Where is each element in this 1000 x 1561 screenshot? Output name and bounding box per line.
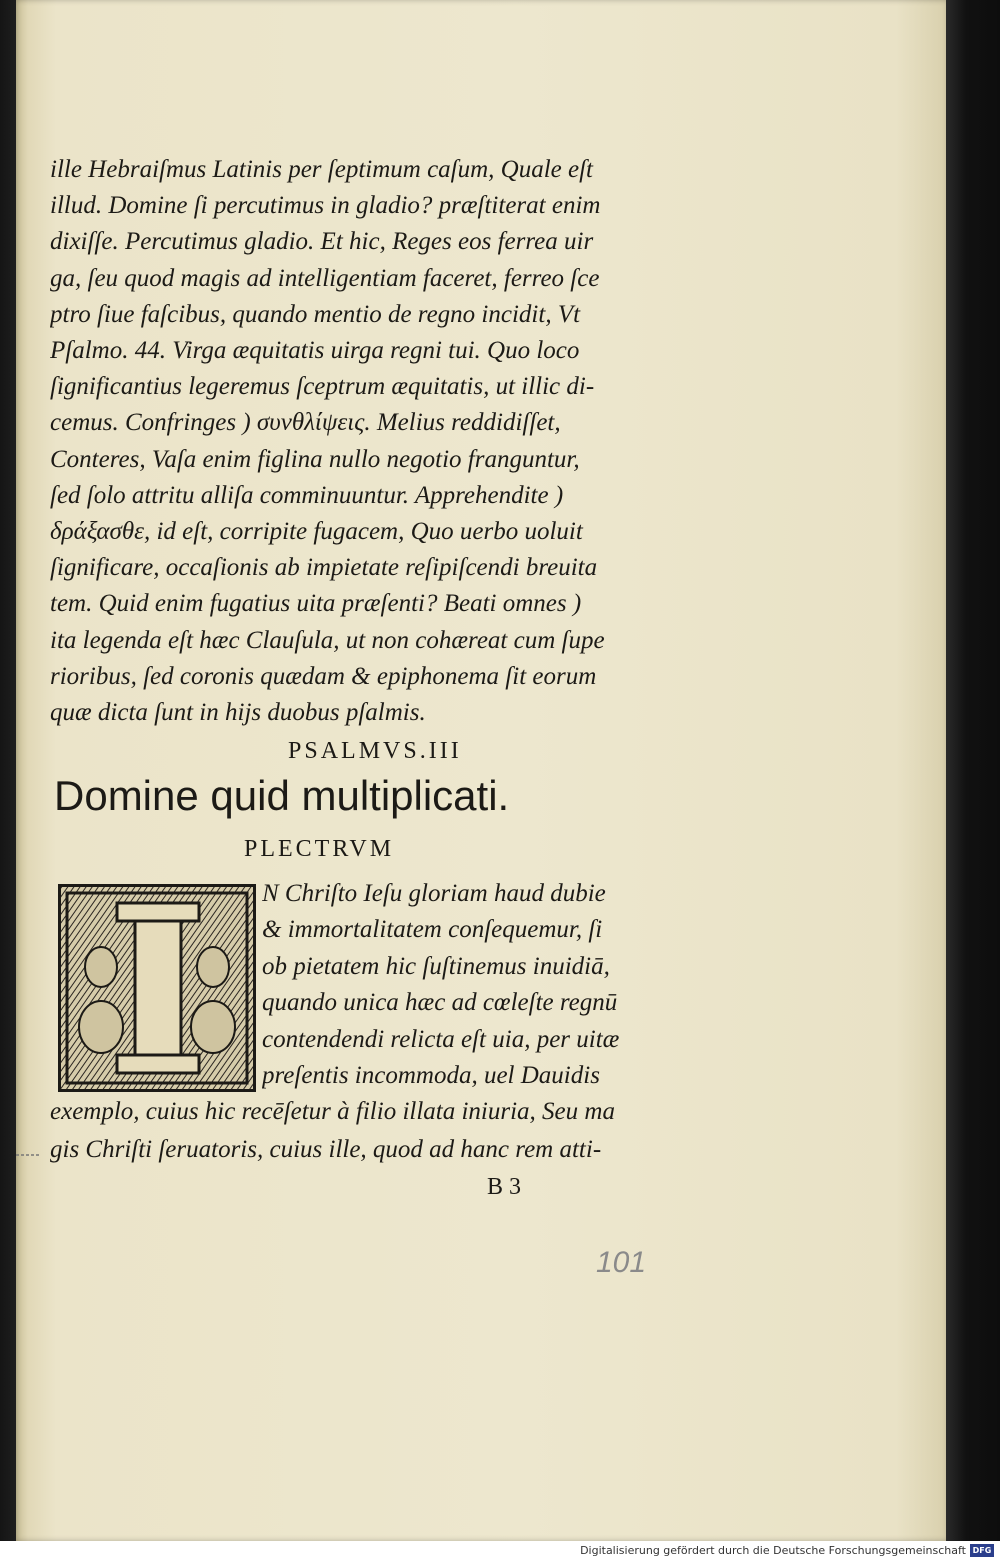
page-edge-shadow <box>946 0 1000 1541</box>
footer-credit: Digitalisierung gefördert durch die Deutsche Forschungsgemeinschaft <box>580 1544 966 1557</box>
section-heading: PLECTRVM <box>244 836 395 862</box>
woodcut-initial-i <box>58 884 256 1092</box>
text-line: Conteres, Vaſa enim figlina nullo negotio franguntur, <box>50 445 580 473</box>
pencil-folio-text: 101 <box>596 1246 647 1279</box>
text-line: N Chriſto Ieſu gloriam haud dubie <box>262 880 606 907</box>
text-line: ſignificantius legeremus ſceptrum æquitatis, ut illic di- <box>50 373 595 401</box>
text-line: ſignificare, occaſionis ab impietate reſipiſcendi breuita <box>50 554 598 582</box>
psalm-heading: PSALMVS.III <box>288 738 462 764</box>
footer-bar <box>0 1541 1000 1561</box>
text-line: illud. Domine ſi percutimus in gladio? præſtiterat enim <box>50 192 601 220</box>
text-line: Pſalmo. 44. Virga æquitatis uirga regni tui. Quo loco <box>50 337 580 364</box>
text-line: exemplo, cuius hic recēſetur à filio illata iniuria, Seu ma <box>50 1098 615 1125</box>
text-line: gis Chriſti ſeruatoris, cuius ille, quod ad hanc rem atti- <box>50 1136 602 1163</box>
signature-mark: B 3 <box>487 1174 522 1200</box>
dfg-logo: DFG <box>970 1544 994 1557</box>
pencil-folio-number <box>592 1240 682 1282</box>
text-line: ptro ſiue faſcibus, quando mentio de regno incidit, Vt <box>50 300 581 328</box>
text-line: ob pietatem hic ſuſtinemus inuidiā, <box>262 952 610 980</box>
text-line: & immortalitatem conſequemur, ſi <box>262 916 603 944</box>
text-line: ita legenda eſt hæc Clauſula, ut non cohæreat cum ſupe <box>50 626 605 654</box>
text-line: quando unica hæc ad cœleſte regnū <box>262 989 618 1017</box>
text-line: tem. Quid enim fugatius uita præſenti? Beati omnes ) <box>50 590 582 618</box>
text-line: ille Hebraiſmus Latinis per ſeptimum caſum, Quale eſt <box>50 156 594 183</box>
psalm-title: Domine quid multiplicati. <box>54 772 510 819</box>
text-line: rioribus, ſed coronis quædam & epiphonema ſit eorum <box>50 662 597 690</box>
margin-mark-icon <box>14 1150 44 1160</box>
text-line: cemus. Confringes ) συνθλίψεις. Melius reddidiſſet, <box>50 409 561 437</box>
text-line: preſentis incommoda, uel Dauidis <box>262 1062 600 1089</box>
text-line: quæ dicta ſunt in hijs duobus pſalmis. <box>50 699 426 726</box>
text-line: dixiſſe. Percutimus gladio. Et hic, Reges eos ferrea uir <box>50 228 594 256</box>
text-line: ga, ſeu quod magis ad intelligentiam faceret, ferreo ſce <box>50 264 600 292</box>
text-line: ſed ſolo attritu alliſa comminuuntur. Apprehendite ) <box>50 481 564 509</box>
text-line: contendendi relicta eſt uia, per uitæ <box>262 1025 620 1053</box>
woodcut-initial-illustration <box>61 887 253 1089</box>
text-line: δράξασθε, id eſt, corripite fugacem, Quo uerbo uoluit <box>50 518 583 545</box>
